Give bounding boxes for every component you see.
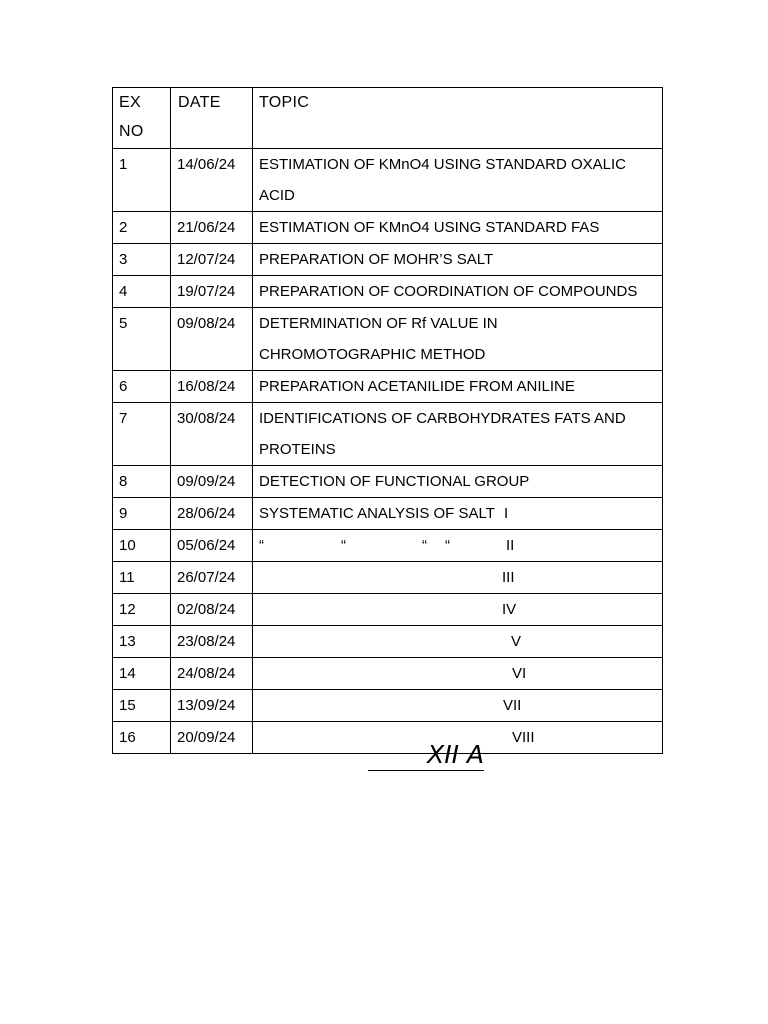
table-row [113, 244, 663, 276]
cell-ex-no: 1 [113, 149, 171, 212]
cell-topic: PREPARATION OF COORDINATION OF COMPOUNDS [253, 276, 663, 308]
table-header-row [113, 88, 663, 149]
cell-ex-no: 11 [113, 562, 171, 594]
table-row [113, 562, 663, 594]
roman-numeral: VII [503, 697, 522, 714]
cell-topic: PREPARATION OF MOHR’S SALT [253, 244, 663, 276]
cell-ex-no: 16 [113, 722, 171, 754]
table-row [113, 276, 663, 308]
cell-date: 14/06/24 [171, 149, 253, 212]
cell-date: 09/08/24 [171, 308, 253, 371]
table-row [113, 466, 663, 498]
experiment-list-table [112, 87, 663, 754]
roman-numeral: VIII [512, 729, 535, 746]
table-row [113, 371, 663, 403]
cell-ex-no: 7 [113, 403, 171, 466]
cell-topic [253, 594, 663, 626]
table-row [113, 626, 663, 658]
header-topic: TOPIC [253, 88, 663, 149]
cell-date: 23/08/24 [171, 626, 253, 658]
table-row [113, 690, 663, 722]
cell-date: 21/06/24 [171, 212, 253, 244]
cell-date: 12/07/24 [171, 244, 253, 276]
table-row [113, 658, 663, 690]
roman-numeral: IV [502, 601, 517, 618]
roman-numeral: II [506, 537, 515, 554]
table-row [113, 212, 663, 244]
ditto-mark: “ [341, 537, 346, 554]
cell-topic [253, 690, 663, 722]
cell-ex-no: 2 [113, 212, 171, 244]
roman-numeral: VI [512, 665, 527, 682]
topic-text: SYSTEMATIC ANALYSIS OF SALT [259, 505, 495, 522]
cell-date: 20/09/24 [171, 722, 253, 754]
table-row [113, 530, 663, 562]
table-row [113, 594, 663, 626]
cell-date: 09/09/24 [171, 466, 253, 498]
cell-date: 16/08/24 [171, 371, 253, 403]
cell-topic: DETERMINATION OF Rf VALUE IN CHROMOTOGRAPHIC METHOD [253, 308, 663, 371]
cell-topic: ESTIMATION OF KMnO4 USING STANDARD FAS [253, 212, 663, 244]
cell-ex-no: 12 [113, 594, 171, 626]
cell-ex-no: 5 [113, 308, 171, 371]
cell-topic [253, 562, 663, 594]
cell-ex-no: 6 [113, 371, 171, 403]
class-label: XII A [368, 737, 484, 771]
cell-topic [253, 530, 663, 562]
ditto-mark: “ [445, 537, 450, 554]
roman-numeral: III [502, 569, 515, 586]
cell-ex-no: 10 [113, 530, 171, 562]
table-row [113, 498, 663, 530]
cell-topic: PREPARATION ACETANILIDE FROM ANILINE [253, 371, 663, 403]
ditto-mark: “ [259, 537, 264, 554]
roman-numeral: V [511, 633, 522, 650]
cell-date: 24/08/24 [171, 658, 253, 690]
cell-topic: DETECTION OF FUNCTIONAL GROUP [253, 466, 663, 498]
cell-date: 19/07/24 [171, 276, 253, 308]
cell-ex-no: 15 [113, 690, 171, 722]
cell-date: 05/06/24 [171, 530, 253, 562]
cell-ex-no: 8 [113, 466, 171, 498]
cell-ex-no: 3 [113, 244, 171, 276]
cell-topic: IDENTIFICATIONS OF CARBOHYDRATES FATS AND PROTEINS [253, 403, 663, 466]
cell-ex-no: 4 [113, 276, 171, 308]
table-row [113, 403, 663, 466]
roman-numeral: I [504, 505, 509, 522]
cell-ex-no: 13 [113, 626, 171, 658]
table-row [113, 149, 663, 212]
cell-topic [253, 658, 663, 690]
ditto-mark: “ [422, 537, 427, 554]
cell-topic [253, 626, 663, 658]
cell-topic: ESTIMATION OF KMnO4 USING STANDARD OXALIC ACID [253, 149, 663, 212]
cell-topic [253, 498, 663, 530]
cell-date: 30/08/24 [171, 403, 253, 466]
cell-ex-no: 9 [113, 498, 171, 530]
table-row [113, 308, 663, 371]
cell-date: 28/06/24 [171, 498, 253, 530]
cell-date: 02/08/24 [171, 594, 253, 626]
cell-ex-no: 14 [113, 658, 171, 690]
header-ex-no: EX NO [113, 88, 171, 149]
cell-date: 13/09/24 [171, 690, 253, 722]
header-date: DATE [171, 88, 253, 149]
cell-date: 26/07/24 [171, 562, 253, 594]
